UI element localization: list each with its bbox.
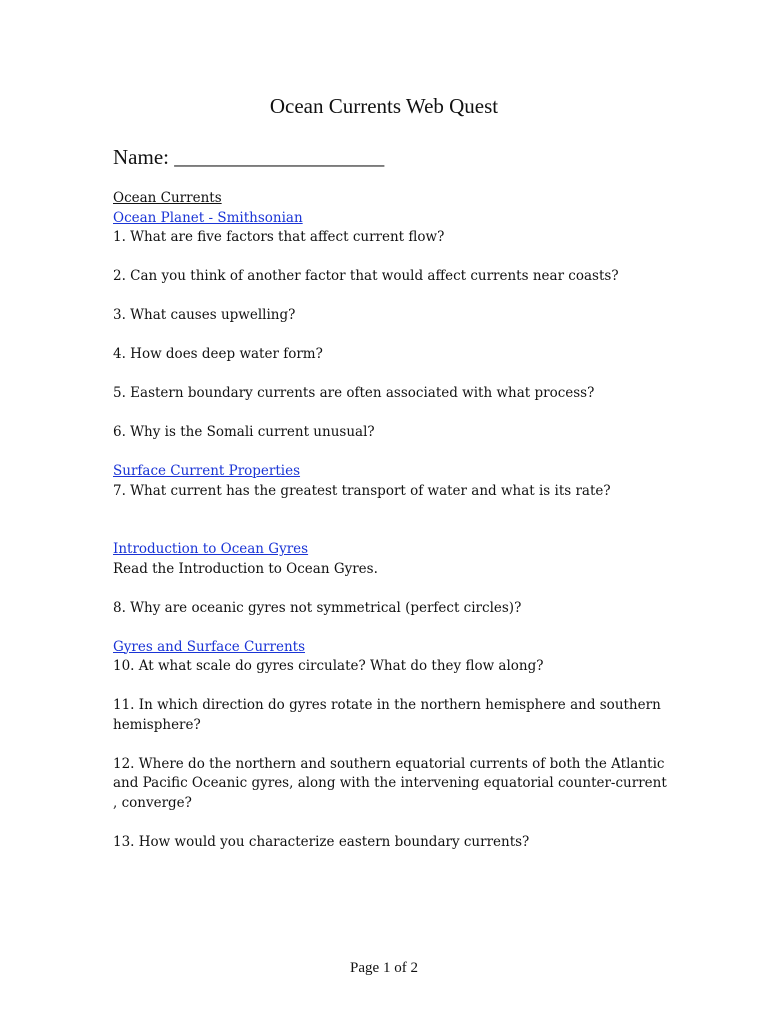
question-5: 5. Eastern boundary currents are often associated with what process? <box>113 385 595 401</box>
question-11: 11. In which direction do gyres rotate in the northern hemisphere and southern hemisphere? <box>113 697 661 733</box>
link-introduction-to-ocean-gyres[interactable]: Introduction to Ocean Gyres <box>113 541 309 557</box>
question-8: 8. Why are oceanic gyres not symmetrical (perfect circles)? <box>113 599 522 616</box>
question-6: 6. Why is the Somali current unusual? <box>113 424 375 440</box>
name-field-line: Name: ____________________ <box>113 145 385 169</box>
page-title: Ocean Currents Web Quest <box>269 94 499 118</box>
section-heading-ocean-currents: Ocean Currents <box>113 190 222 206</box>
question-1: 1. What are five factors that affect current flow? <box>113 229 445 245</box>
question-10: 10. At what scale do gyres circulate? What do they flow along? <box>113 658 544 674</box>
link-gyres-and-surface-currents[interactable]: Gyres and Surface Currents <box>113 638 305 655</box>
link-surface-current-properties[interactable]: Surface Current Properties <box>113 463 301 479</box>
question-13: 13. How would you characterize eastern boundary currents? <box>113 833 530 850</box>
question-7: 7. What current has the greatest transport of water and what is its rate? <box>113 482 611 499</box>
page-number-footer: Page 1 of 2 <box>350 960 418 976</box>
link-ocean-planet-smithsonian[interactable]: Ocean Planet - Smithsonian <box>113 209 303 226</box>
document-body <box>113 189 673 852</box>
question-2: 2. Can you think of another factor that would affect currents near coasts? <box>113 268 619 284</box>
question-4: 4. How does deep water form? <box>113 346 323 362</box>
question-12: 12. Where do the northern and southern equatorial currents of both the Atlantic and Pacific Oceanic gyres, along with the intervening equatorial counter-current , converge? <box>113 755 667 811</box>
intro-gyres-instruction: Read the Introduction to Ocean Gyres. <box>113 560 378 577</box>
question-3: 3. What causes upwelling? <box>113 307 296 323</box>
